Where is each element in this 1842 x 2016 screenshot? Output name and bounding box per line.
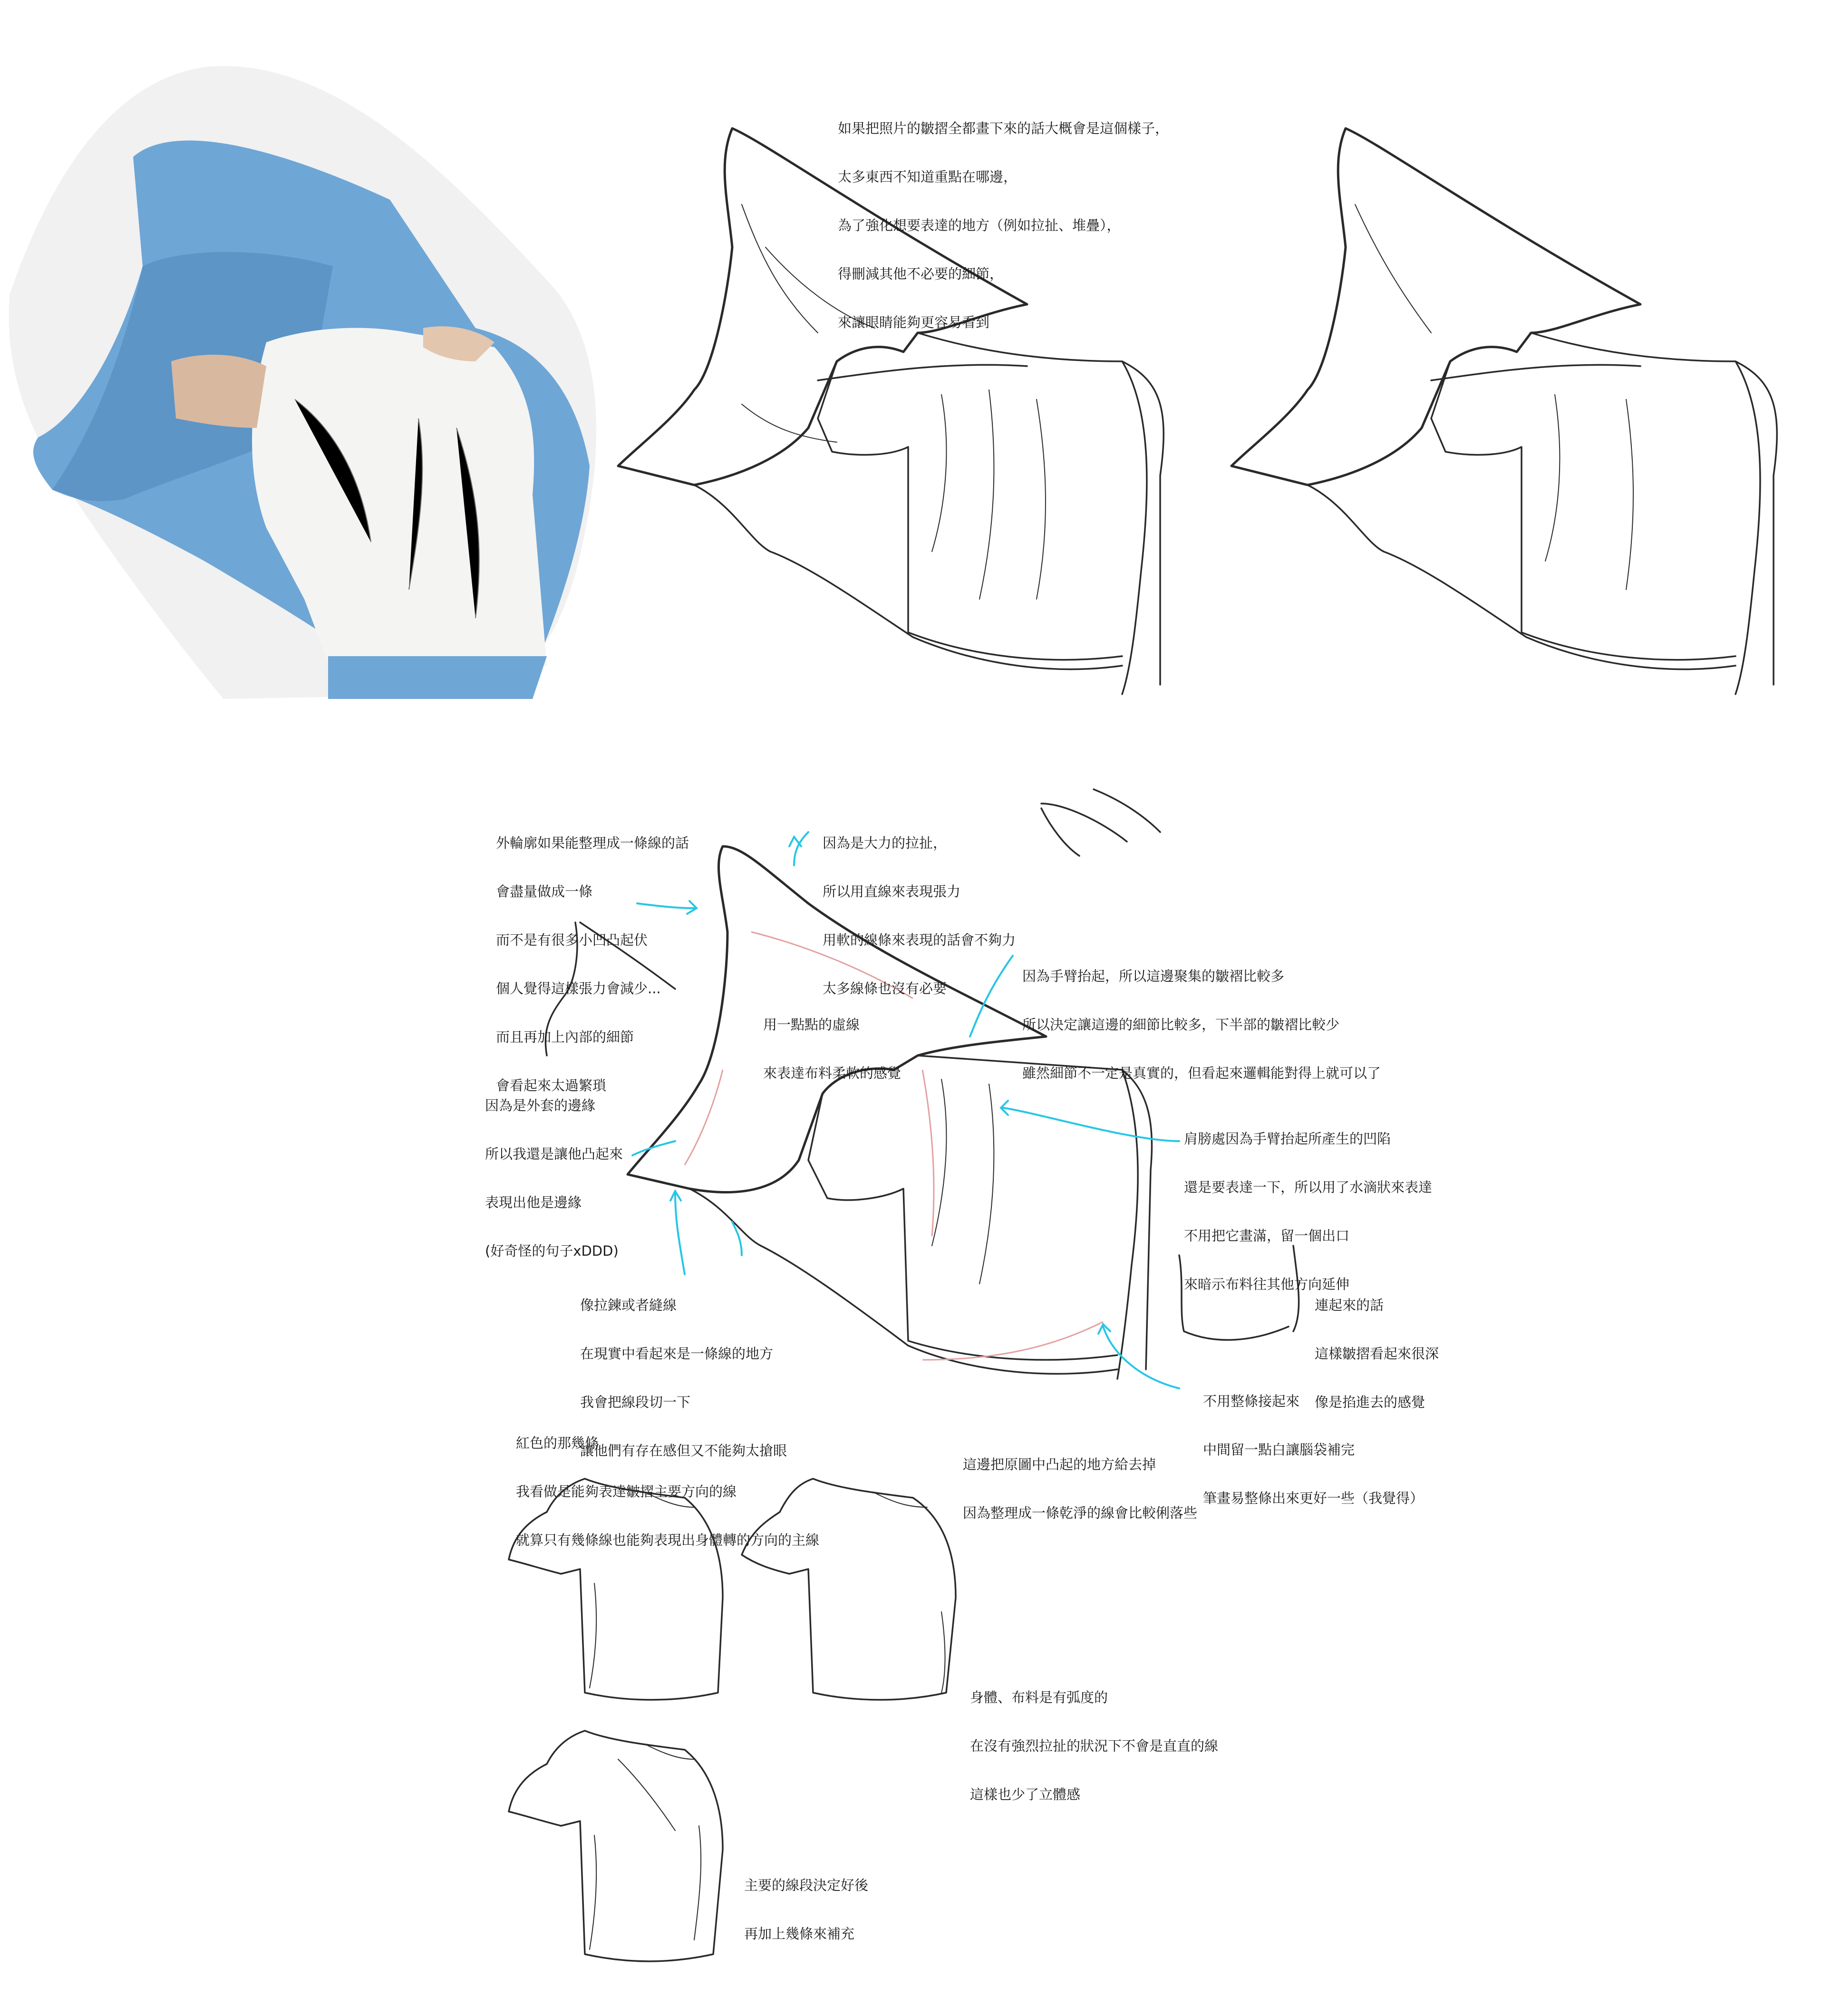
note-bump: 這邊把原圖中凸起的地方給去掉 因為整理成一條乾淨的線會比較俐落些	[963, 1456, 1198, 1521]
tshirt-sketch-3	[509, 1731, 723, 1961]
note-jacket-edge: 因為是外套的邊緣 所以我還是讓他凸起來 表現出他是邊緣 (好奇怪的句子xDDD)	[485, 1097, 623, 1259]
note-zipper: 像拉鍊或者縫線 在現實中看起來是一條線的地方 我會把線段切一下 讓他們有存在感但又不能夠太搶眼	[580, 1297, 787, 1459]
note-finish: 主要的線段決定好後 再加上幾條來補充	[744, 1877, 869, 1942]
tshirt-sketch-1	[509, 1479, 723, 1700]
note-gap: 不用整條接起來 中間留一點白讓腦袋補完 筆畫易整條出來更好一些（我覺得）	[1203, 1393, 1424, 1506]
note-curvature: 身體、布料是有弧度的 在沒有強烈拉扯的狀況下不會是直直的線 這樣也少了立體感	[970, 1689, 1219, 1803]
note-connected: 連起來的話 這樣皺摺看起來很深 像是掐進去的感覺	[1315, 1297, 1439, 1410]
note-arm-raise: 因為手臂抬起，所以這邊聚集的皺褶比較多 所以決定讓這邊的細節比較多，下半部的皺褶比較少 雖然細節不一定是真實的，但看起來邏輯能對得上就可以了	[1022, 968, 1381, 1081]
note-pull: 因為是大力的拉扯， 所以用直線來表現張力 用軟的線條來表現的話會不夠力 太多線條也沒有必要	[823, 835, 1016, 997]
note-shoulder: 肩膀處因為手臂抬起所產生的凹陷 還是要表達一下，所以用了水滴狀來表達 不用把它畫滿，留一個出口 來暗示布料往其他方向延伸	[1184, 1131, 1433, 1292]
note-outline: 外輪廓如果能整理成一條線的話 會盡量做成一條 而不是有很多小凹凸起伏 個人覺得這樣張力會減少... 而且再加上內部的細節 會看起來太過繁瑣	[496, 835, 689, 1094]
note-dotted: 用一點點的虛線 來表達布料柔軟的感覺	[763, 1017, 902, 1081]
note-red-lines: 紅色的那幾條 我看做是能夠表達皺摺主要方向的線 就算只有幾條線也能夠表現出身體轉的方向的主線	[516, 1435, 820, 1548]
tshirt-sketch-2	[742, 1479, 956, 1700]
note-intro: 如果把照片的皺摺全都畫下來的話大概會是這個樣子， 太多東西不知道重點在哪邊， 為了強化想要表達的地方（例如拉扯、堆疊）， 得刪減其他不必要的細節， 來讓眼睛能夠更容易看到	[838, 120, 1169, 330]
